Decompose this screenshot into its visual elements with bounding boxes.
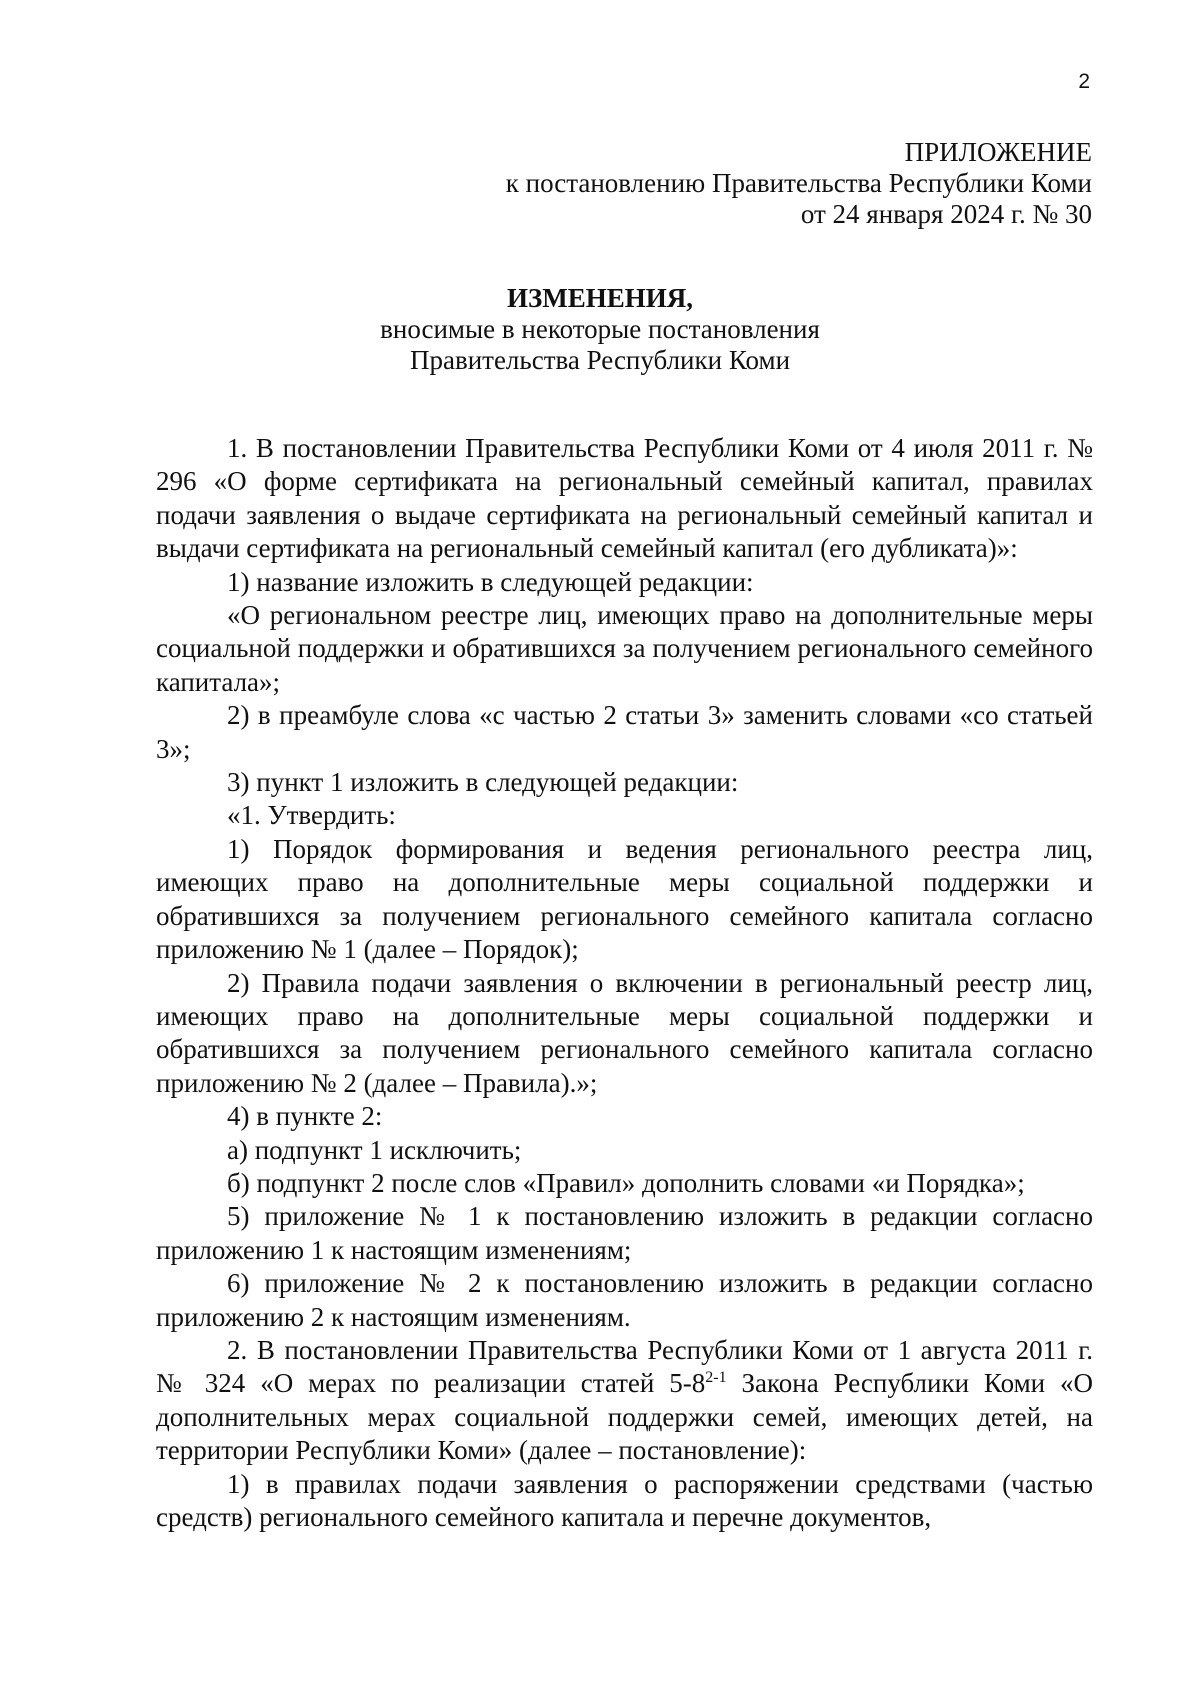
paragraph: 6) приложение № 2 к постановлению изложить в редакции согласно приложению 2 к настоящим изменениям. (156, 1268, 1093, 1332)
appendix-header (506, 137, 1092, 230)
paragraph: 2) Правила подачи заявления о включении в региональный реестр лиц, имеющих право на дополнительные меры социальной поддержки и обратившихся за получением регионального семейного капитала согласно приложению № 2 (далее – Правила).»; (156, 967, 1093, 1098)
paragraph: б) подпункт 2 после слов «Правил» дополнить словами «и Порядка»; (227, 1167, 1025, 1198)
paragraph: 1) название изложить в следующей редакции: (227, 566, 754, 597)
document-body (156, 432, 1093, 1534)
paragraph: 3) пункт 1 изложить в следующей редакции: (227, 767, 739, 798)
paragraph: 1) Порядок формирования и ведения регионального реестра лиц, имеющих право на дополнительные меры социальной поддержки и обратившихся за получением регионального семейного капитала согласно приложению № 1 (далее – Порядок); (156, 833, 1093, 965)
paragraph-2-end: Закона Республики Коми «О дополнительных мерах социальной поддержки семей, имеющих детей, на территории Республики Коми» (далее – постановление): (156, 1368, 1093, 1466)
paragraph-last: 1) в правилах подачи заявления о распоряжении средствами (частью средств) регионального семейного капитала и перечне документов, (156, 1468, 1093, 1532)
title-subtitle-2: Правительства Республики Коми (409, 345, 791, 375)
appendix-line-2: от 24 января 2024 г. № 30 (800, 199, 1092, 229)
paragraph-2-start: 2. В постановлении Правительства Республики Коми от 1 августа 2011 г. № 324 «О мерах по реализации статей 5-8 (156, 1334, 1093, 1399)
page-number: 2 (1078, 70, 1090, 93)
appendix-line-1: к постановлению Правительства Республики Коми (505, 168, 1092, 198)
paragraph: 4) в пункте 2: (227, 1101, 383, 1132)
paragraph-2-superscript: 2-1 (705, 1369, 727, 1387)
paragraph: 1. В постановлении Правительства Республики Коми от 4 июля 2011 г. № 296 «О форме сертификата на региональный семейный капитал, правилах подачи заявления о выдаче сертификата на региональный семейный капитал и выдачи сертификата на региональный семейный капитал (его дубликата)»: (156, 433, 1093, 564)
title-subtitle-1: вносимые в некоторые постановления (380, 314, 820, 344)
paragraph-2 (156, 1334, 1093, 1468)
paragraph: «1. Утвердить: (227, 800, 396, 831)
paragraph: «О региональном реестре лиц, имеющих право на дополнительные меры социальной поддержки и обратившихся за получением регионального семейного капитала»; (156, 600, 1093, 697)
paragraph: а) подпункт 1 исключить; (227, 1134, 522, 1165)
paragraph: 2) в преамбуле слова «с частью 2 статьи 3» заменить словами «со статьей 3»; (156, 700, 1093, 764)
appendix-title: ПРИЛОЖЕНИЕ (904, 137, 1092, 167)
paragraph: 5) приложение № 1 к постановлению изложить в редакции согласно приложению 1 к настоящим изменениям; (156, 1201, 1093, 1265)
title-heading: ИЗМЕНЕНИЯ, (506, 283, 693, 313)
document-title (0, 283, 1200, 376)
